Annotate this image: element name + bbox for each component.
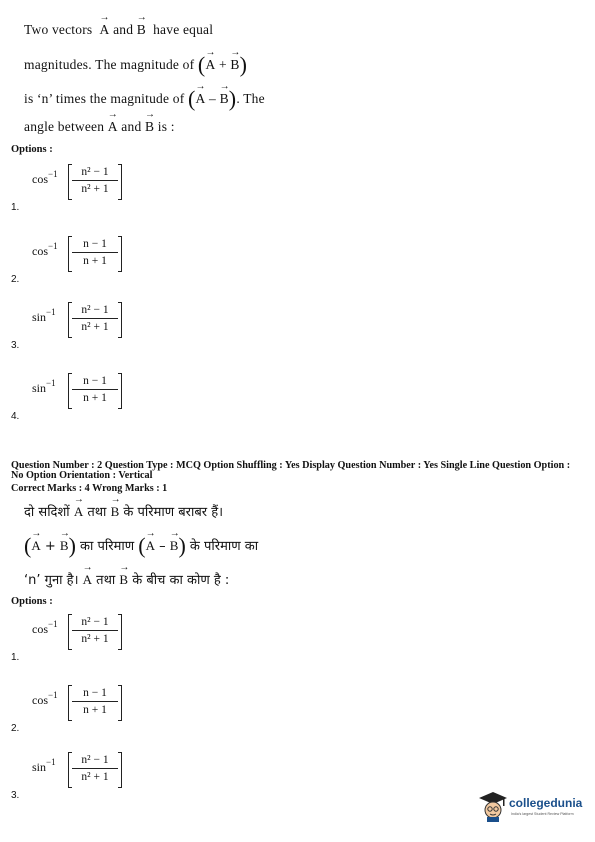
vector-b: → B bbox=[219, 81, 230, 106]
fraction-numerator: n − 1 bbox=[83, 238, 107, 250]
plus-sign: + bbox=[218, 57, 227, 72]
graduate-mascot-icon bbox=[478, 790, 508, 822]
function-name: sin bbox=[32, 310, 47, 324]
option-fraction bbox=[72, 303, 118, 334]
vector-b-label: B bbox=[169, 538, 179, 553]
fraction-numerator: n² − 1 bbox=[81, 166, 109, 178]
q1-line-3: is ‘n’ times the magnitude of ( → A – → B). The bbox=[24, 81, 265, 111]
q1-line-2: magnitudes. The magnitude of ( → A + → B) bbox=[24, 47, 248, 77]
vector-a-label: A bbox=[145, 538, 155, 553]
fraction-bar bbox=[72, 180, 118, 181]
fraction-denominator: n + 1 bbox=[83, 255, 107, 267]
q1-text: . The bbox=[236, 91, 265, 106]
fraction-numerator: n² − 1 bbox=[81, 616, 109, 628]
q2-text: का परिमाण bbox=[80, 539, 135, 554]
vector-b: → B bbox=[136, 12, 147, 37]
q2-line-2: ( → A + → B) का परिमाण ( → A – → B) के परिमाण का bbox=[24, 528, 259, 558]
vector-b: → B bbox=[119, 562, 130, 587]
fraction-numerator: n − 1 bbox=[83, 687, 107, 699]
vector-b: → B bbox=[110, 494, 121, 519]
question-meta-line-3: Correct Marks : 4 Wrong Marks : 1 bbox=[11, 483, 168, 494]
plus-sign: + bbox=[44, 539, 56, 554]
option-function bbox=[32, 241, 58, 259]
vector-a: → A bbox=[145, 528, 156, 553]
fraction-bar bbox=[72, 701, 118, 702]
vector-b: → B bbox=[59, 528, 70, 553]
right-bracket bbox=[118, 302, 122, 338]
option-fraction bbox=[72, 615, 118, 646]
option-function bbox=[32, 169, 58, 187]
fraction-denominator: n² + 1 bbox=[81, 183, 109, 195]
vector-a: → A bbox=[107, 109, 118, 134]
right-bracket bbox=[118, 164, 122, 200]
right-bracket bbox=[118, 614, 122, 650]
fraction-denominator: n + 1 bbox=[83, 704, 107, 716]
vector-b-label: B bbox=[110, 504, 120, 519]
q2-line-3 bbox=[24, 562, 230, 588]
vector-a-label: A bbox=[99, 22, 110, 37]
vector-a: → A bbox=[31, 528, 42, 553]
function-name: cos bbox=[32, 693, 48, 707]
option-number: 2. bbox=[11, 723, 20, 734]
q1-text: and bbox=[113, 22, 134, 37]
vector-b-label: B bbox=[219, 91, 229, 106]
fraction-numerator: n² − 1 bbox=[81, 754, 109, 766]
vector-a-label: A bbox=[82, 572, 93, 587]
vector-a: → A bbox=[195, 81, 206, 106]
vector-a: → A bbox=[205, 47, 216, 72]
fraction-denominator: n² + 1 bbox=[81, 321, 109, 333]
inverse-exponent: −1 bbox=[48, 241, 58, 251]
option-fraction bbox=[72, 374, 118, 405]
vector-b: → B bbox=[144, 109, 156, 134]
vector-a: → A bbox=[99, 12, 110, 37]
vector-b: → B bbox=[169, 528, 180, 553]
options-label: Options : bbox=[11, 596, 53, 607]
q1-line-1 bbox=[24, 12, 214, 38]
q2-text: के परिमाण बराबर हैं। bbox=[123, 505, 224, 520]
option-number: 3. bbox=[11, 340, 20, 351]
vector-b-label: B bbox=[230, 57, 240, 72]
option-function bbox=[32, 378, 56, 396]
inverse-exponent: −1 bbox=[48, 169, 58, 179]
option-function bbox=[32, 307, 56, 325]
question-meta-line-2: No Option Orientation : Vertical bbox=[11, 470, 153, 481]
minus-sign: – bbox=[209, 91, 216, 106]
vector-b-label: B bbox=[119, 572, 129, 587]
q1-text: is ‘n’ times the magnitude of bbox=[24, 91, 185, 106]
vector-b-label: B bbox=[144, 119, 155, 134]
q2-text: दो सदिशों bbox=[24, 505, 70, 520]
right-bracket bbox=[118, 236, 122, 272]
function-name: sin bbox=[32, 381, 47, 395]
option-fraction bbox=[72, 165, 118, 196]
q1-text: Two vectors bbox=[24, 22, 93, 37]
option-number: 1. bbox=[11, 202, 20, 213]
q1-text: have equal bbox=[153, 22, 214, 37]
option-number: 1. bbox=[11, 652, 20, 663]
option-number: 2. bbox=[11, 274, 20, 285]
q1-text: and bbox=[121, 119, 142, 134]
option-number: 3. bbox=[11, 790, 20, 801]
minus-sign: – bbox=[159, 539, 166, 554]
q2-text: ‘n’ गुना है। bbox=[24, 573, 79, 588]
inverse-exponent: −1 bbox=[48, 690, 58, 700]
vector-b-label: B bbox=[59, 538, 69, 553]
options-label: Options : bbox=[11, 144, 53, 155]
q1-text: is : bbox=[157, 119, 175, 134]
fraction-denominator: n² + 1 bbox=[81, 771, 109, 783]
fraction-denominator: n + 1 bbox=[83, 392, 107, 404]
right-bracket bbox=[118, 752, 122, 788]
fraction-numerator: n − 1 bbox=[83, 375, 107, 387]
fraction-bar bbox=[72, 252, 118, 253]
q1-line-4 bbox=[24, 109, 175, 135]
logo-wordmark: collegedunia bbox=[509, 796, 583, 810]
q2-text: के परिमाण का bbox=[189, 539, 259, 554]
inverse-exponent: −1 bbox=[46, 307, 56, 317]
vector-a-label: A bbox=[31, 538, 41, 553]
option-fraction bbox=[72, 686, 118, 717]
collegedunia-logo bbox=[478, 790, 590, 824]
inverse-exponent: −1 bbox=[46, 378, 56, 388]
q2-text: तथा bbox=[96, 573, 116, 588]
function-name: cos bbox=[32, 622, 48, 636]
option-function bbox=[32, 619, 58, 637]
vector-b-label: B bbox=[136, 22, 146, 37]
option-fraction bbox=[72, 753, 118, 784]
option-function bbox=[32, 757, 56, 775]
option-fraction bbox=[72, 237, 118, 268]
q2-text: तथा bbox=[87, 505, 107, 520]
fraction-numerator: n² − 1 bbox=[81, 304, 109, 316]
logo-tagline: India's largest Student Review Platform bbox=[511, 812, 574, 816]
function-name: sin bbox=[32, 760, 47, 774]
vector-a-label: A bbox=[73, 504, 84, 519]
vector-a-label: A bbox=[195, 91, 206, 106]
q2-text: के बीच का कोण है : bbox=[132, 573, 230, 588]
q2-line-1 bbox=[24, 494, 224, 520]
fraction-bar bbox=[72, 389, 118, 390]
right-bracket bbox=[118, 685, 122, 721]
option-number: 4. bbox=[11, 411, 20, 422]
question-meta-line-1: Question Number : 2 Question Type : MCQ Option Shuffling : Yes Display Question Number : Yes Single Line Question Option : bbox=[11, 460, 571, 471]
vector-a: → A bbox=[82, 562, 93, 587]
vector-a: → A bbox=[73, 494, 84, 519]
function-name: cos bbox=[32, 172, 48, 186]
fraction-bar bbox=[72, 318, 118, 319]
function-name: cos bbox=[32, 244, 48, 258]
fraction-bar bbox=[72, 768, 118, 769]
vector-a-label: A bbox=[205, 57, 216, 72]
q1-text: angle between bbox=[24, 119, 105, 134]
right-bracket bbox=[118, 373, 122, 409]
vector-a-label: A bbox=[107, 119, 118, 134]
q1-text: magnitudes. The magnitude of bbox=[24, 57, 195, 72]
fraction-bar bbox=[72, 630, 118, 631]
inverse-exponent: −1 bbox=[46, 757, 56, 767]
inverse-exponent: −1 bbox=[48, 619, 58, 629]
fraction-denominator: n² + 1 bbox=[81, 633, 109, 645]
vector-b: → B bbox=[230, 47, 241, 72]
option-function bbox=[32, 690, 58, 708]
